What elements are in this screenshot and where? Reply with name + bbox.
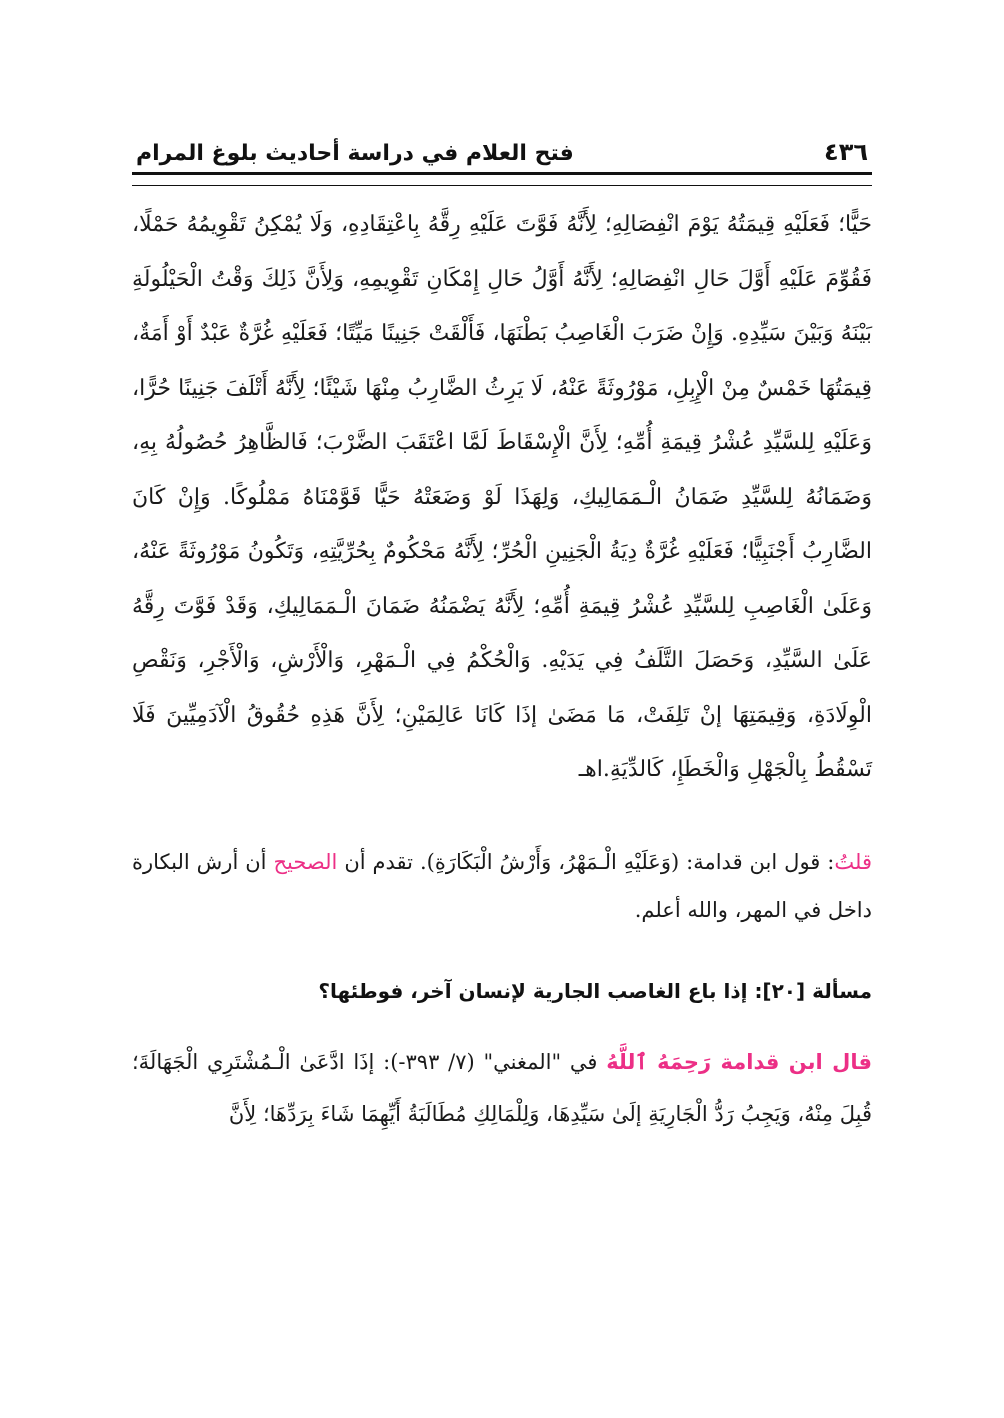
page-number: ٤٣٦ [824, 138, 868, 166]
header-divider [132, 172, 872, 186]
book-title: فتح العلام في دراسة أحاديث بلوغ المرام [136, 141, 574, 166]
note-label: قلتُ [834, 849, 872, 874]
citation-source: في "المغني" (٧/ ٣٩٣-): [374, 1049, 607, 1074]
note-text-before: : قول ابن قدامة: (وَعَلَيْهِ الْـمَهْرُ، وَأَرْشُ الْبَكَارَةِ). تقدم أن [337, 849, 835, 874]
quoted-passage: حَيًّا؛ فَعَلَيْهِ قِيمَتُهُ يَوْمَ انْفِصَالِهِ؛ لِأَنَّهُ فَوَّتَ عَلَيْهِ رِقَّهُ بِاعْتِقَادِهِ، وَلَا يُمْكِنُ تَقْوِيمُهُ حَمْلًا، فَقُوِّمَ عَلَيْهِ أَوَّلَ حَالِ انْفِصَالِهِ؛ لِأَنَّهُ أَوَّلُ حَالِ إِمْكَانِ تَقْوِيمِهِ، وَلِأَنَّ ذَلِكَ وَقْتُ الْحَيْلُولَةِ بَيْنَهُ وَبَيْنَ سَيِّدِهِ. وَإِنْ ضَرَبَ الْغَاصِبُ بَطْنَهَا، فَأَلْقَتْ جَنِينًا مَيِّتًا؛ فَعَلَيْهِ غُرَّةٌ عَبْدٌ أَوْ أَمَةٌ، قِيمَتُهَا خَمْسٌ مِنْ الْإِبِلِ، مَوْرُوثَةً عَنْهُ، لَا يَرِثُ الضَّارِبُ مِنْهَا شَيْئًا؛ لِأَنَّهُ أَتْلَفَ جَنِينًا حُرًّا، وَعَلَيْهِ لِلسَّيِّدِ عُشْرُ قِيمَةِ أُمِّهِ؛ لِأَنَّ الْإِسْقَاطَ لَمَّا اعْتَقَبَ الضَّرْبَ؛ فَالظَّاهِرُ حُصُولُهُ بِهِ، وَضَمَانُهُ لِلسَّيِّدِ ضَمَانُ الْـمَمَالِيكِ، وَلِهَذَا لَوْ وَضَعَتْهُ حَيًّا قَوَّمْنَاهُ مَمْلُوكًا. وَإِنْ كَانَ الضَّارِبُ أَجْنَبِيًّا؛ فَعَلَيْهِ غُرَّةٌ دِيَةُ الْجَنِينِ الْحُرِّ؛ لِأَنَّهُ مَحْكُومٌ بِحُرِّيَّتِهِ، وَتَكُونُ مَوْرُوثَةً عَنْهُ، وَعَلَىٰ الْغَاصِبِ لِلسَّيِّدِ عُشْرُ قِيمَةِ أُمِّهِ؛ لِأَنَّهُ يَضْمَنُهُ ضَمَانَ الْـمَمَالِيكِ، وَقَدْ فَوَّتَ رِقَّهُ عَلَىٰ السَّيِّدِ، وَحَصَلَ التَّلَفُ فِي يَدَيْهِ. وَالْحُكْمُ فِي الْـمَهْرِ، وَالْأَرْشِ، وَالْأَجْرِ، وَنَقْصِ الْوِلَادَةِ، وَقِيمَتِهَا إنْ تَلِفَتْ، مَا مَضَىٰ إذَا كَانَا عَالِمَيْنِ؛ لِأَنَّ هَذِهِ حُقُوقُ الْآدَمِيِّينَ فَلَا تَسْقُطُ بِالْجَهْلِ وَالْخَطَإِ، كَالدِّيَةِ.اهـ [132, 212, 872, 782]
page [132, 120, 872, 1161]
citation-text: إذَا ادَّعَىٰ الْـمُشْتَرِي الْجَهَالَةَ؛ قُبِلَ مِنْهُ، وَيَجِبُ رَدُّ الْجَارِيَةِ إلَىٰ سَيِّدِهَا، وَلِلْمَالِكِ مُطَالَبَةُ أَيِّهِمَا شَاءَ بِرَدِّهَا؛ لِأَنَّ [132, 1049, 872, 1126]
note-highlight: الصحيح [273, 849, 338, 874]
question-heading: مسألة [٢٠]: إذا باع الغاصب الجارية لإنسان آخر، فوطئها؟ [318, 978, 872, 1003]
author-note [132, 838, 872, 934]
citation-author: قال ابن قدامة رَحِمَهُ ٱللَّهُ [606, 1049, 872, 1074]
note-text-after: أن أرش البكارة داخل في المهر، والله أعلم. [132, 849, 872, 922]
running-header [132, 120, 872, 166]
citation-passage [132, 1036, 872, 1140]
